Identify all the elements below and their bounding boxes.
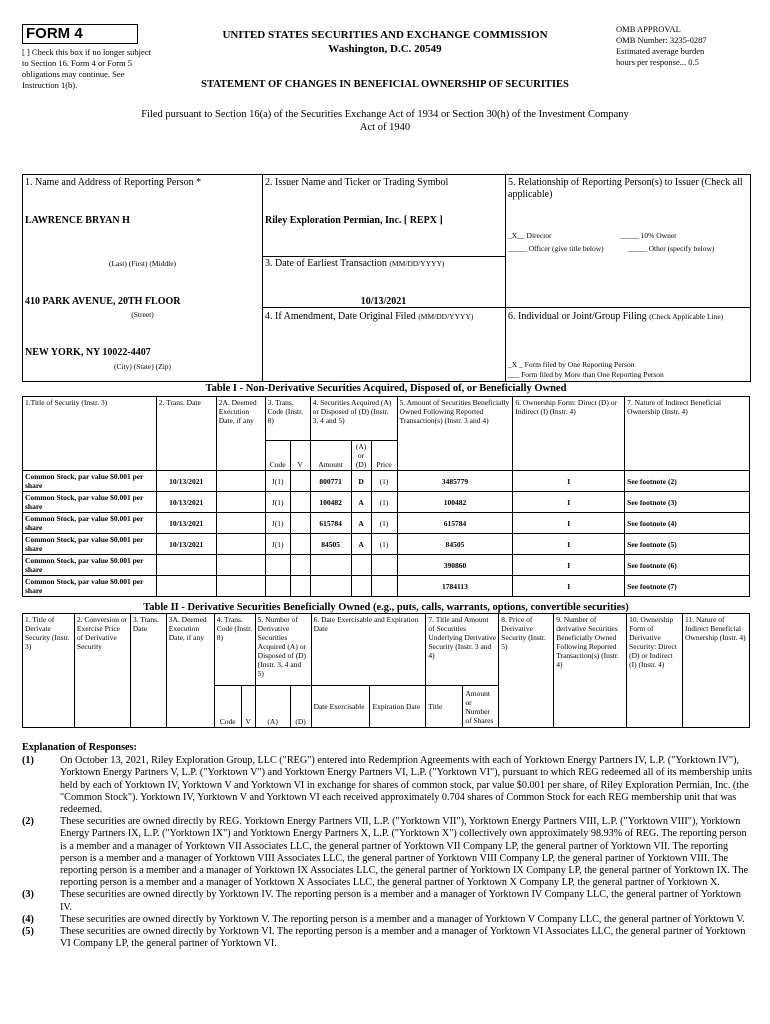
t2-sub-v: V [241, 686, 255, 728]
t2-sub-code: Code [214, 686, 241, 728]
security-title: Common Stock, par value $0.001 per share [23, 576, 157, 597]
footnote [22, 914, 752, 926]
table-row [23, 492, 750, 513]
ownership-form: I [513, 534, 625, 555]
issuer-name: Riley Exploration Permian, Inc. [ REPX ] [265, 215, 443, 226]
v-flag [290, 492, 310, 513]
footnote [22, 816, 752, 889]
v-flag [290, 471, 310, 492]
acquired-disposed: D [351, 471, 371, 492]
price: (1) [371, 534, 397, 555]
transaction-date: 10/13/2021 [156, 471, 216, 492]
ownership-form: I [513, 513, 625, 534]
v-flag [290, 555, 310, 576]
omb-line-4: hours per response... 0.5 [616, 57, 699, 67]
amount-owned: 615784 [397, 513, 513, 534]
reporting-person-name: LAWRENCE BRYAN H [25, 215, 130, 226]
t1-h-code: 3. Trans. Code (Instr. 8) [265, 397, 310, 441]
t1-sub-amount: Amount [310, 441, 351, 471]
deemed-date [216, 513, 265, 534]
amount: 100482 [310, 492, 351, 513]
footnote-number: (1) [22, 755, 34, 767]
amount-owned: 84505 [397, 534, 513, 555]
footnote-number: (2) [22, 816, 34, 828]
table2-title: Table II - Derivative Securities Beneficially Owned (e.g., puts, calls, warrants, options, convertible securities) [143, 602, 629, 613]
t2-h-conversion: 2. Conversion or Exercise Price of Derivative Security [74, 614, 130, 728]
form-title: FORM 4 [22, 24, 138, 44]
omb-line-2: OMB Number: 3235-0287 [616, 35, 707, 45]
t2-h-ownership-form: 10. Ownership Form of Derivative Security: Direct (D) or Indirect (I) (Instr. 4) [627, 614, 683, 728]
transaction-date: 10/13/2021 [156, 534, 216, 555]
explanation-of-responses [22, 742, 752, 950]
price: (1) [371, 492, 397, 513]
footnote-number: (5) [22, 926, 34, 938]
v-flag [290, 534, 310, 555]
t2-sub-date-exercisable: Date Exercisable [311, 686, 370, 728]
city-caption: (City) (State) (Zip) [113, 362, 172, 371]
t2-sub-d: (D) [290, 686, 311, 728]
price [371, 555, 397, 576]
footnote [22, 755, 752, 816]
amount: 84505 [310, 534, 351, 555]
price [371, 576, 397, 597]
deemed-date [216, 534, 265, 555]
ownership-nature: See footnote (6) [625, 555, 750, 576]
footnote-text: These securities are owned directly by REG. Yorktown Energy Partners VII, L.P. ("Yorktown VII"), Yorktown Energy Partners VIII, L.P. ("Yorktown VIII"), Yorktown Energy Partners IX, L.P. ("Yorktown IX") and Yorktown Energy Partners X, L.P. ("Yorktown X") collectively own approximately 98.93% of REG. The reporting person is a member and a manager of Yorktown VII Associates LLC, the general partner of Yorktown VII Company LP, the general partner of Yorktown VII. The reporting person is a member and a manager of Yorktown VIII Associates LLC, the general partner of Yorktown VIII Company LP, the general partner of Yorktown VIII. The reporting person is a member and a manager of Yorktown IX Associates LLC, the general partner of Yorktown IX Company LP, the general partner of Yorktown IX. The reporting person is a member and a manager of Yorktown X Associates LLC, the general partner of Yorktown X Company LP, the general partner of Yorktown X. [60, 816, 749, 889]
agency-address: Washington, D.C. 20549 [328, 43, 442, 55]
footnote-number: (3) [22, 889, 34, 901]
transaction-code: J(1) [265, 534, 290, 555]
ownership-form: I [513, 555, 625, 576]
t2-sub-title: Title [426, 686, 463, 728]
table2 [22, 613, 750, 728]
transaction-code [265, 555, 290, 576]
omb-approval [616, 24, 761, 68]
filed-by-one: _X _ Form filed by One Reporting Person [508, 360, 635, 369]
other-check: _____ Other (specify below) [628, 244, 715, 253]
omb-line-1: OMB APPROVAL [616, 24, 681, 34]
amount-owned: 1784113 [397, 576, 513, 597]
ownership-nature: See footnote (7) [625, 576, 750, 597]
name-caption: (Last) (First) (Middle) [108, 259, 177, 268]
box6-label: 6. Individual or Joint/Group Filing (Check Applicable Line) [508, 311, 724, 322]
transaction-date: 10/13/2021 [156, 513, 216, 534]
ownership-form: I [513, 471, 625, 492]
price: (1) [371, 471, 397, 492]
table-row [23, 555, 750, 576]
acquired-disposed: A [351, 492, 371, 513]
table-row [23, 576, 750, 597]
street-address: 410 PARK AVENUE, 20TH FLOOR [25, 296, 181, 307]
transaction-date: 10/13/2021 [156, 492, 216, 513]
checkbox-note: [ ] Check this box if no longer subject to Section 16. Form 4 or Form 5 obligations may continue. See Instruction 1(b). [22, 47, 151, 90]
street-caption: (Street) [131, 310, 154, 319]
t2-h-title: 1. Title of Derivate Security (Instr. 3) [23, 614, 75, 728]
transaction-code: J(1) [265, 492, 290, 513]
table1 [22, 396, 750, 597]
t1-h-form: 6. Ownership Form: Direct (D) or Indirect (I) (Instr. 4) [513, 397, 625, 471]
footnote-text: These securities are owned directly by Yorktown VI. The reporting person is a member and a manager of Yorktown VI Associates LLC, the general partner of Yorktown VI Company LP, the general partner of Yorktown VI. [60, 926, 746, 950]
t2-h-exercisable: 6. Date Exercisable and Expiration Date [311, 614, 426, 686]
deemed-date [216, 492, 265, 513]
box1-label: 1. Name and Address of Reporting Person * [25, 177, 202, 188]
t2-h-nature: 11. Nature of Indirect Beneficial Ownership (Instr. 4) [683, 614, 750, 728]
amount-owned: 3485779 [397, 471, 513, 492]
amount [310, 576, 351, 597]
box4-label: 4. If Amendment, Date Original Filed (MM/DD/YYYY) [265, 311, 474, 322]
transaction-code: J(1) [265, 513, 290, 534]
ownership-form: I [513, 576, 625, 597]
acquired-disposed: A [351, 513, 371, 534]
filed-pursuant: Filed pursuant to Section 16(a) of the Securities Exchange Act of 1934 or Section 30(h) of the Investment Company Act of 1940 [141, 109, 629, 133]
transaction-date [156, 555, 216, 576]
t1-sub-code: Code [265, 441, 290, 471]
footnote-text: On October 13, 2021, Riley Exploration Group, LLC ("REG") entered into Redemption Agreements with each of Yorktown Energy Partners IV, L.P. ("Yorktown IV"), Yorktown Energy Partners V, L.P. ("Yorktown V") and Yorktown Energy Partners VI, L.P. ("Yorktown VI"), pursuant to which REG redeemed all of its membership units held by each of Yorktown IV, Yorktown V and Yorktown VI in exchange for shares of common stock, par value $0.001 per share, of Riley Exploration Permian, Inc. (the "Common Stock"). Yorktown IV, Yorktown V and Yorktown VI each received approximately 0.704 shares of Common Stock for each REG membership unit that was redeemed. [60, 755, 752, 816]
earliest-transaction-date: 10/13/2021 [360, 296, 407, 307]
transaction-code [265, 576, 290, 597]
acquired-disposed [351, 576, 371, 597]
filed-by-more: ___ Form filed by More than One Reporting Person [508, 370, 664, 379]
v-flag [290, 513, 310, 534]
amount: 800771 [310, 471, 351, 492]
t1-sub-ad: (A) or (D) [351, 441, 371, 471]
t1-h-nature: 7. Nature of Indirect Beneficial Ownership (Instr. 4) [625, 397, 750, 471]
security-title: Common Stock, par value $0.001 per share [23, 555, 157, 576]
t2-sub-a: (A) [255, 686, 290, 728]
t2-h-derivatives-owned: 9. Number of derivative Securities Beneficially Owned Following Reported Transaction(s) (Instr. 4) [554, 614, 627, 728]
agency-heading [170, 28, 600, 56]
security-title: Common Stock, par value $0.001 per share [23, 513, 157, 534]
amount [310, 555, 351, 576]
table-row [23, 534, 750, 555]
t2-h-underlying: 7. Title and Amount of Securities Underlying Derivative Security (Instr. 3 and 4) [426, 614, 499, 686]
amount: 615784 [310, 513, 351, 534]
t1-h-date: 2. Trans. Date [156, 397, 216, 471]
security-title: Common Stock, par value $0.001 per share [23, 492, 157, 513]
ownership-nature: See footnote (2) [625, 471, 750, 492]
t1-sub-v: V [290, 441, 310, 471]
officer-check: _____ Officer (give title below) [508, 244, 604, 253]
box5-label: 5. Relationship of Reporting Person(s) to Issuer (Check all applicable) [508, 177, 743, 200]
footnote-number: (4) [22, 913, 34, 925]
deemed-date [216, 555, 265, 576]
acquired-disposed [351, 555, 371, 576]
explanation-heading: Explanation of Responses: [22, 742, 137, 753]
acquired-disposed: A [351, 534, 371, 555]
security-title: Common Stock, par value $0.001 per share [23, 471, 157, 492]
director-check: _X__ Director [508, 231, 552, 240]
table-row [23, 471, 750, 492]
table1-title: Table I - Non-Derivative Securities Acquired, Disposed of, or Beneficially Owned [205, 383, 567, 394]
city-state-zip: NEW YORK, NY 10022-4407 [25, 347, 151, 358]
box2-label: 2. Issuer Name and Ticker or Trading Symbol [265, 177, 449, 188]
t2-sub-expiration: Expiration Date [370, 686, 426, 728]
amount-owned: 390860 [397, 555, 513, 576]
ownership-nature: See footnote (3) [625, 492, 750, 513]
t2-h-price: 8. Price of Derivative Security (Instr. 5) [499, 614, 554, 728]
price: (1) [371, 513, 397, 534]
deemed-date [216, 471, 265, 492]
deemed-date [216, 576, 265, 597]
footnote [22, 926, 752, 950]
transaction-code: J(1) [265, 471, 290, 492]
box3-label: 3. Date of Earliest Transaction (MM/DD/YYYY) [265, 258, 445, 269]
footnote-text: These securities are owned directly by Yorktown IV. The reporting person is a member and a manager of Yorktown IV Company LLC, the general partner of Yorktown IV. [60, 889, 741, 913]
t2-h-deemed: 3A. Deemed Execution Date, if any [166, 614, 214, 728]
t2-sub-amount: Amount or Number of Shares [463, 686, 499, 728]
ownership-nature: See footnote (5) [625, 534, 750, 555]
t1-h-title: 1.Title of Security (Instr. 3) [23, 397, 157, 471]
t2-h-code: 4. Trans. Code (Instr. 8) [214, 614, 255, 686]
transaction-date [156, 576, 216, 597]
v-flag [290, 576, 310, 597]
ownership-form: I [513, 492, 625, 513]
t2-h-number: 5. Number of Derivative Securities Acquired (A) or Disposed of (D) (Instr. 3, 4 and 5) [255, 614, 311, 686]
footnote [22, 889, 752, 913]
t1-h-deemed: 2A. Deemed Execution Date, if any [216, 397, 265, 471]
t2-h-date: 3. Trans. Date [130, 614, 166, 728]
ten-pct-owner-check: _____ 10% Owner [620, 231, 677, 240]
footnote-text: These securities are owned directly by Yorktown V. The reporting person is a member and a manager of Yorktown V Company LLC, the general partner of Yorktown V. [60, 913, 745, 925]
footnote-list [22, 755, 752, 950]
agency-name: UNITED STATES SECURITIES AND EXCHANGE COMMISSION [222, 29, 548, 41]
ownership-nature: See footnote (4) [625, 513, 750, 534]
amount-owned: 100482 [397, 492, 513, 513]
omb-line-3: Estimated average burden [616, 46, 705, 56]
t1-h-securities: 4. Securities Acquired (A) or Disposed of (D) (Instr. 3, 4 and 5) [310, 397, 397, 441]
security-title: Common Stock, par value $0.001 per share [23, 534, 157, 555]
statement-title: STATEMENT OF CHANGES IN BENEFICIAL OWNERSHIP OF SECURITIES [201, 79, 569, 90]
t1-h-owned: 5. Amount of Securities Beneficially Owned Following Reported Transaction(s) (Instr. 3 and 4) [397, 397, 513, 471]
table-row [23, 513, 750, 534]
t1-sub-price: Price [371, 441, 397, 471]
